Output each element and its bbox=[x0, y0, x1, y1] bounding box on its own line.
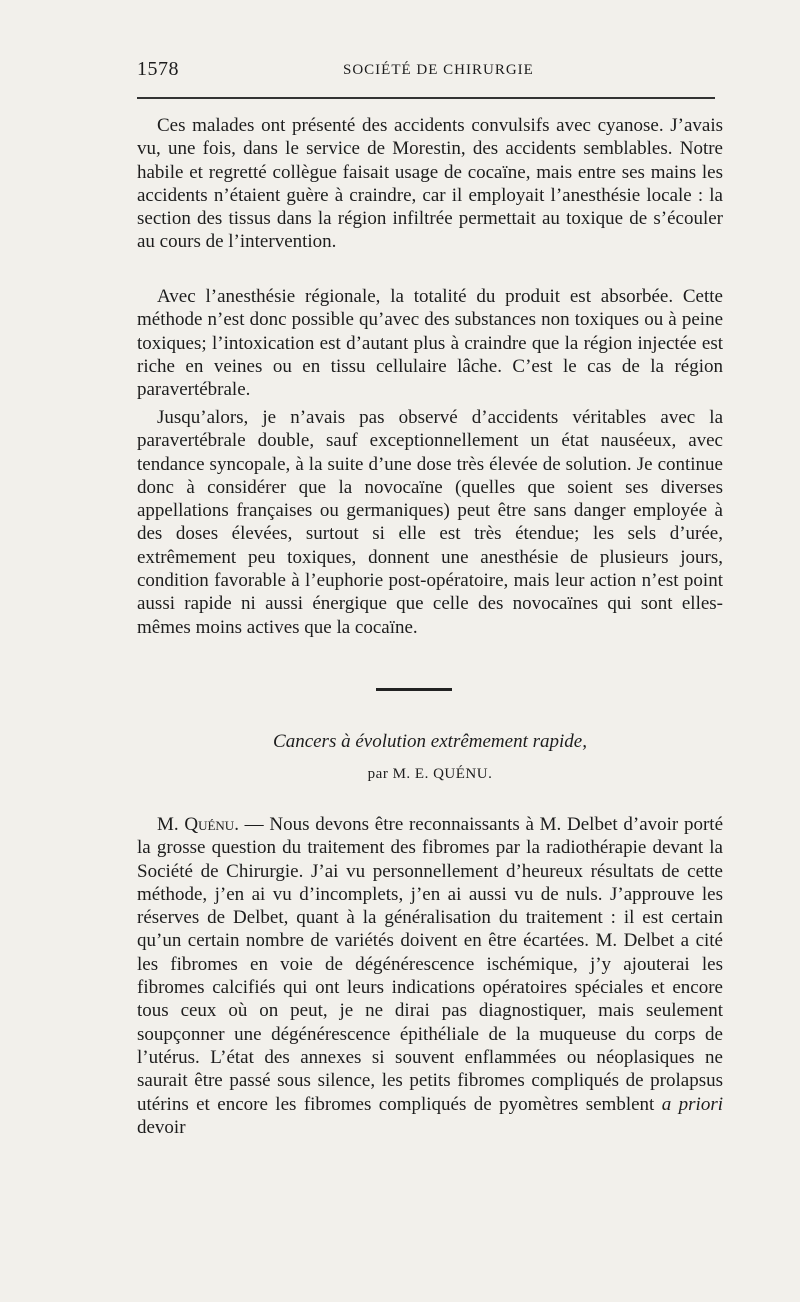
section-divider bbox=[376, 688, 452, 691]
paragraph-1 bbox=[137, 114, 723, 254]
running-title: SOCIÉTÉ DE CHIRURGIE bbox=[343, 62, 534, 78]
page-number: 1578 bbox=[137, 58, 179, 80]
paragraph-3 bbox=[137, 406, 723, 639]
article-byline: par M. E. QUÉNU. bbox=[367, 766, 493, 782]
italic-phrase: a priori bbox=[661, 1093, 723, 1115]
article-paragraph bbox=[137, 813, 723, 1139]
page-header bbox=[137, 56, 719, 86]
article-text-2: devoir bbox=[137, 1116, 186, 1138]
article-body bbox=[137, 813, 723, 1139]
header-rule bbox=[137, 97, 715, 99]
paragraph-text: Avec l’anesthésie régionale, la totalité du produit est absorbée. Cette méthode n’est donc possible qu’avec des substances non toxiques ou à peine toxiques; l’intoxication est d’autant plus à craindre que la région injectée est riche en veines ou en tissu cellulaire lâche. C’est le cas de la région paravertébrale. bbox=[137, 286, 723, 401]
article-text-1: — Nous devons être reconnaissants à M. Delbet d’avoir porté la grosse question du traitement des fibromes par la radiothérapie devant la Société de Chirurgie. J’ai vu personnellement d’heureux résultats de cette méthode, j’en ai vu d’incomplets, j’en ai aussi vu de nuls. J’approuve les réserves de Delbet, quant à la généralisation du traitement : il est certain qu’un certain nombre de variétés doivent en être écartées. M. Delbet a cité les fibromes en voie de dégénérescence ischémique, j’y ajouterai les fibromes calcifiés qui ont leurs indications opératoires spéciales et encore tous ceux où on peut, je ne dirai pas diagnostiquer, mais seulement soupçonner une dégénérescence épithéliale de la muqueuse du corps de l’utérus. L’état des annexes si souvent enflammées ou néoplasiques ne saurait être passé sous silence, les petits fibromes compliqués de prolapsus utérins et encore les fibromes compliqués de pyomètres semblent bbox=[137, 814, 723, 1115]
paragraph-2 bbox=[137, 285, 723, 401]
paragraph-text: Ces malades ont présenté des accidents convulsifs avec cyanose. J’avais vu, une fois, dans le service de Morestin, des accidents semblables. Notre habile et regretté collègue faisait usage de cocaïne, mais entre ses mains les accidents n’étaient guère à craindre, car il employait l’anesthésie locale : la section des tissus dans la région infiltrée permettait au toxique de s’écouler au cours de l’intervention. bbox=[137, 115, 723, 253]
article-title: Cancers à évolution extrêmement rapide, bbox=[273, 731, 587, 752]
speaker-name: M. Quénu. bbox=[157, 814, 239, 835]
paragraph-text: Jusqu’alors, je n’avais pas observé d’accidents véritables avec la paravertébrale double, sauf exceptionnellement un état nauséeux, avec tendance syncopale, à la suite d’une dose très élevée de solution. Je continue donc à considérer que la novocaïne (quelles que soient ses diverses appellations françaises ou germaniques) peut être sans danger employée à des doses élevées, surtout si elle est très étendue; les sels d’urée, extrêmement peu toxiques, donnent une anesthésie de plusieurs jours, condition favorable à l’euphorie post-opératoire, mais leur action n’est point aussi rapide ni aussi énergique que celle des novocaïnes qui sont elles-mêmes moins actives que la cocaïne. bbox=[137, 407, 723, 638]
